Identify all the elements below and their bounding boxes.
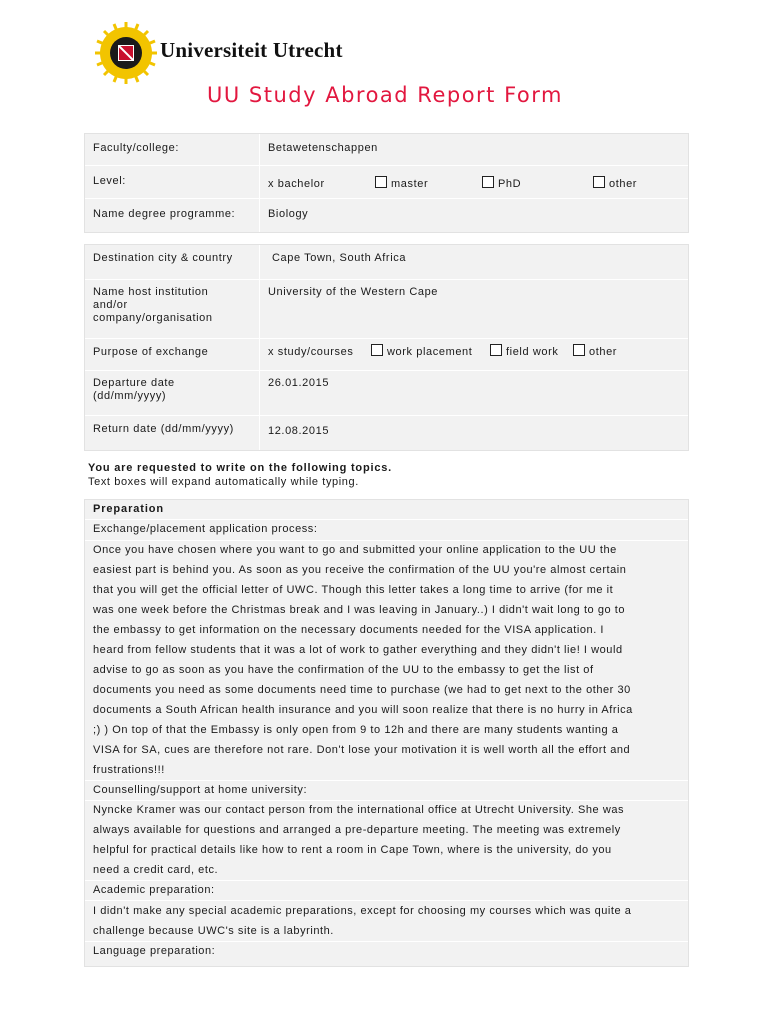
university-name: Universiteit Utrecht	[160, 38, 343, 62]
destination-row	[85, 245, 688, 278]
text-line: that you will get the official letter of UWC. Though this letter takes a long time to arrive (for me it	[93, 584, 614, 596]
counselling-label: Counselling/support at home university:	[93, 784, 308, 796]
return-label: Return date (dd/mm/yyyy)	[93, 423, 234, 435]
programme-value[interactable]: Biology	[268, 208, 309, 220]
level-bachelor-option[interactable]: x bachelor	[268, 178, 325, 190]
preparation-heading: Preparation	[93, 503, 165, 515]
host-institution-value[interactable]: University of the Western Cape	[268, 286, 439, 298]
text-line: need a credit card, etc.	[93, 864, 219, 876]
checkbox[interactable]	[593, 176, 605, 188]
purpose-work-option[interactable]	[371, 344, 472, 359]
checkbox[interactable]	[371, 344, 383, 356]
preparation-section	[84, 499, 689, 967]
university-logo-icon	[95, 22, 157, 84]
checkbox[interactable]	[482, 176, 494, 188]
exchange-process-label: Exchange/placement application process:	[93, 523, 318, 535]
checkbox[interactable]	[375, 176, 387, 188]
purpose-other-option[interactable]	[573, 344, 617, 359]
return-value[interactable]: 12.08.2015	[268, 425, 330, 437]
exchange-info-table	[84, 244, 689, 451]
text-line: VISA for SA, cues are therefore not rare. Don't lose your motivation it is well worth all the effort and	[93, 744, 631, 756]
level-phd-label: PhD	[498, 178, 522, 190]
return-row	[85, 415, 688, 451]
purpose-field-label: field work	[506, 346, 559, 358]
level-row	[85, 165, 688, 198]
faculty-value[interactable]: Betawetenschappen	[268, 142, 378, 154]
checkbox[interactable]	[490, 344, 502, 356]
text-line: challenge because UWC's site is a labyrinth.	[93, 925, 334, 937]
purpose-study-option[interactable]: x study/courses	[268, 346, 354, 358]
text-line: documents you need as some documents need time to purchase (we had to get next to the other 30	[93, 684, 631, 696]
text-line: I didn't make any special academic preparations, except for choosing my courses which was quite a	[93, 905, 632, 917]
departure-row	[85, 370, 688, 415]
checkbox[interactable]	[573, 344, 585, 356]
purpose-field-option[interactable]	[490, 344, 558, 359]
level-other-option[interactable]	[593, 176, 637, 191]
programme-label: Name degree programme:	[93, 208, 236, 220]
text-line: was one week before the Christmas break and I was leaving in January..) I didn't wait long to go to	[93, 604, 626, 616]
text-line: documents a South African health insurance and you will soon realize that there is no hurry in Africa	[93, 704, 633, 716]
text-line: the embassy to get information on the necessary documents needed for the VISA application. I	[93, 624, 605, 636]
destination-value[interactable]: Cape Town, South Africa	[272, 252, 407, 264]
divider	[85, 900, 688, 901]
divider	[85, 519, 688, 520]
faculty-row	[85, 134, 688, 164]
text-line: frustrations!!!	[93, 764, 165, 776]
faculty-label: Faculty/college:	[93, 142, 180, 154]
purpose-row	[85, 338, 688, 370]
divider	[85, 780, 688, 781]
text-line: advise to go as soon as you have the confirmation of the UU to the embassy to get the list of	[93, 664, 594, 676]
host-institution-label: Name host institution and/or company/organisation	[93, 286, 213, 324]
text-line: helpful for practical details like how to rent a room in Cape Town, where is the university, do you	[93, 844, 612, 856]
text-line: easiest part is behind you. As soon as you receive the confirmation of the UU you're almost certain	[93, 564, 627, 576]
host-institution-row	[85, 279, 688, 338]
text-line: ;) ) On top of that the Embassy is only open from 9 to 12h and there are many students wanting a	[93, 724, 619, 736]
text-line: Nyncke Kramer was our contact person from the international office at Utrecht University. She was	[93, 804, 625, 816]
divider	[85, 880, 688, 881]
departure-label: Departure date (dd/mm/yyyy)	[93, 377, 175, 402]
academic-label: Academic preparation:	[93, 884, 215, 896]
level-other-label: other	[609, 178, 638, 190]
level-phd-option[interactable]	[482, 176, 521, 191]
divider	[85, 941, 688, 942]
divider	[85, 800, 688, 801]
text-line: Once you have chosen where you want to go and submitted your online application to the UU the	[93, 544, 617, 556]
level-label: Level:	[93, 175, 126, 187]
departure-value[interactable]: 26.01.2015	[268, 377, 330, 389]
purpose-work-label: work placement	[387, 346, 473, 358]
purpose-other-label: other	[589, 346, 618, 358]
instructions-note: Text boxes will expand automatically while typing.	[88, 476, 359, 488]
level-master-label: master	[391, 178, 429, 190]
language-label: Language preparation:	[93, 945, 216, 957]
page-title: UU Study Abroad Report Form	[206, 83, 563, 107]
text-line: heard from fellow students that it was a lot of work to gather everything and they didn't lie! I would	[93, 644, 623, 656]
programme-row	[85, 198, 688, 233]
destination-label: Destination city & country	[93, 252, 233, 264]
student-info-table	[84, 133, 689, 233]
instructions-heading: You are requested to write on the following topics.	[88, 462, 393, 474]
level-master-option[interactable]	[375, 176, 428, 191]
divider	[85, 540, 688, 541]
text-line: always available for questions and arranged a pre-departure meeting. The meeting was extremely	[93, 824, 621, 836]
purpose-label: Purpose of exchange	[93, 346, 209, 358]
